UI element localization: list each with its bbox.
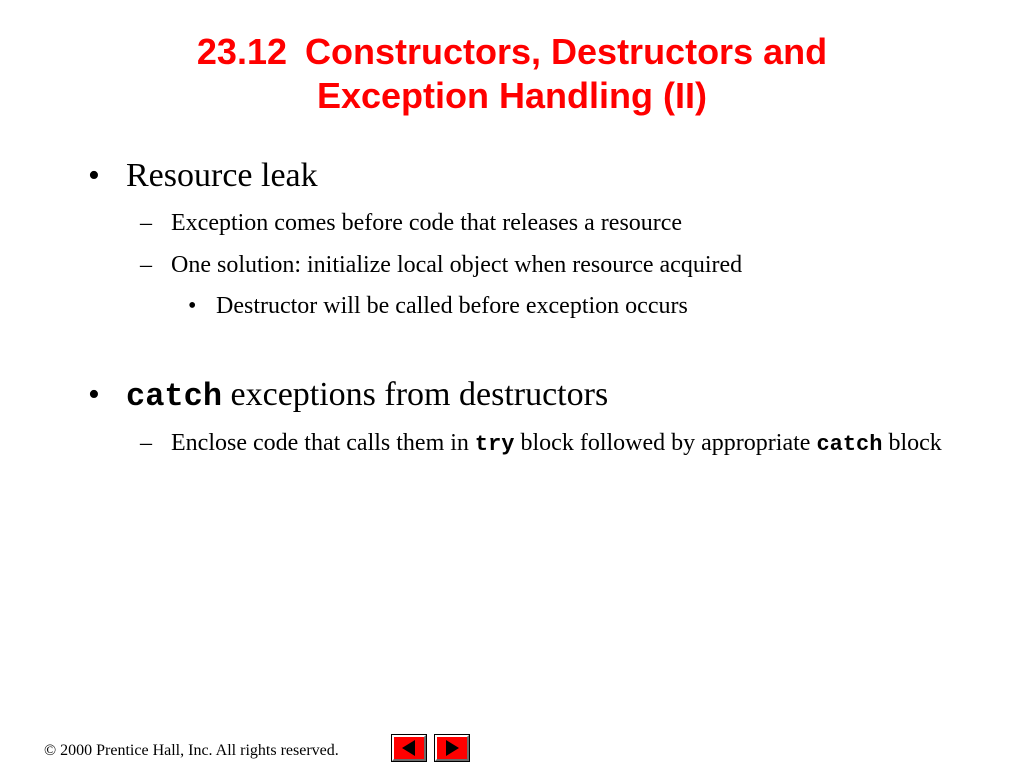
sub-bullet-text — [171, 427, 951, 461]
bullet-marker: • — [188, 293, 197, 319]
bullet-marker: • — [88, 376, 100, 413]
sub-bullet-text: Exception comes before code that releases a resource — [171, 210, 683, 236]
code-catch-block: catch — [816, 432, 883, 457]
text-part-2: block followed by appropriate — [514, 430, 817, 456]
left-arrow-icon — [394, 737, 424, 759]
text-part-1: Enclose code that calls them in — [171, 430, 475, 456]
sub-sub-bullet-destructor — [188, 291, 688, 321]
dash-marker: – — [140, 252, 152, 278]
bullet-text: Resource leak — [126, 157, 318, 194]
bullet-resource-leak — [88, 156, 318, 196]
footer-text: 2000 Prentice Hall, Inc. All rights reserved. — [56, 742, 339, 759]
dash-marker: – — [140, 430, 152, 456]
dash-marker: – — [140, 210, 152, 236]
text-part-3: block — [882, 430, 942, 456]
bullet-marker: • — [88, 157, 100, 194]
code-catch: catch — [126, 378, 223, 415]
bullet-catch-exceptions — [88, 375, 608, 417]
title-line-2: Exception Handling (II) — [316, 75, 707, 116]
slide-title — [0, 30, 1024, 118]
right-arrow-icon — [437, 737, 467, 759]
bullet-text: exceptions from destructors — [222, 376, 609, 413]
sub-bullet-text: One solution: initialize local object when resource acquired — [171, 252, 743, 278]
title-line-1 — [0, 30, 1024, 74]
footer-copyright — [44, 742, 339, 760]
copyright-icon: © — [44, 742, 57, 759]
code-try: try — [474, 432, 515, 457]
next-slide-button[interactable] — [435, 735, 469, 761]
title-text-1: Constructors, Destructors and — [305, 31, 828, 72]
sub-sub-bullet-text: Destructor will be called before exception occurs — [216, 293, 688, 319]
section-number: 23.12 — [196, 31, 287, 72]
previous-slide-button[interactable] — [392, 735, 426, 761]
